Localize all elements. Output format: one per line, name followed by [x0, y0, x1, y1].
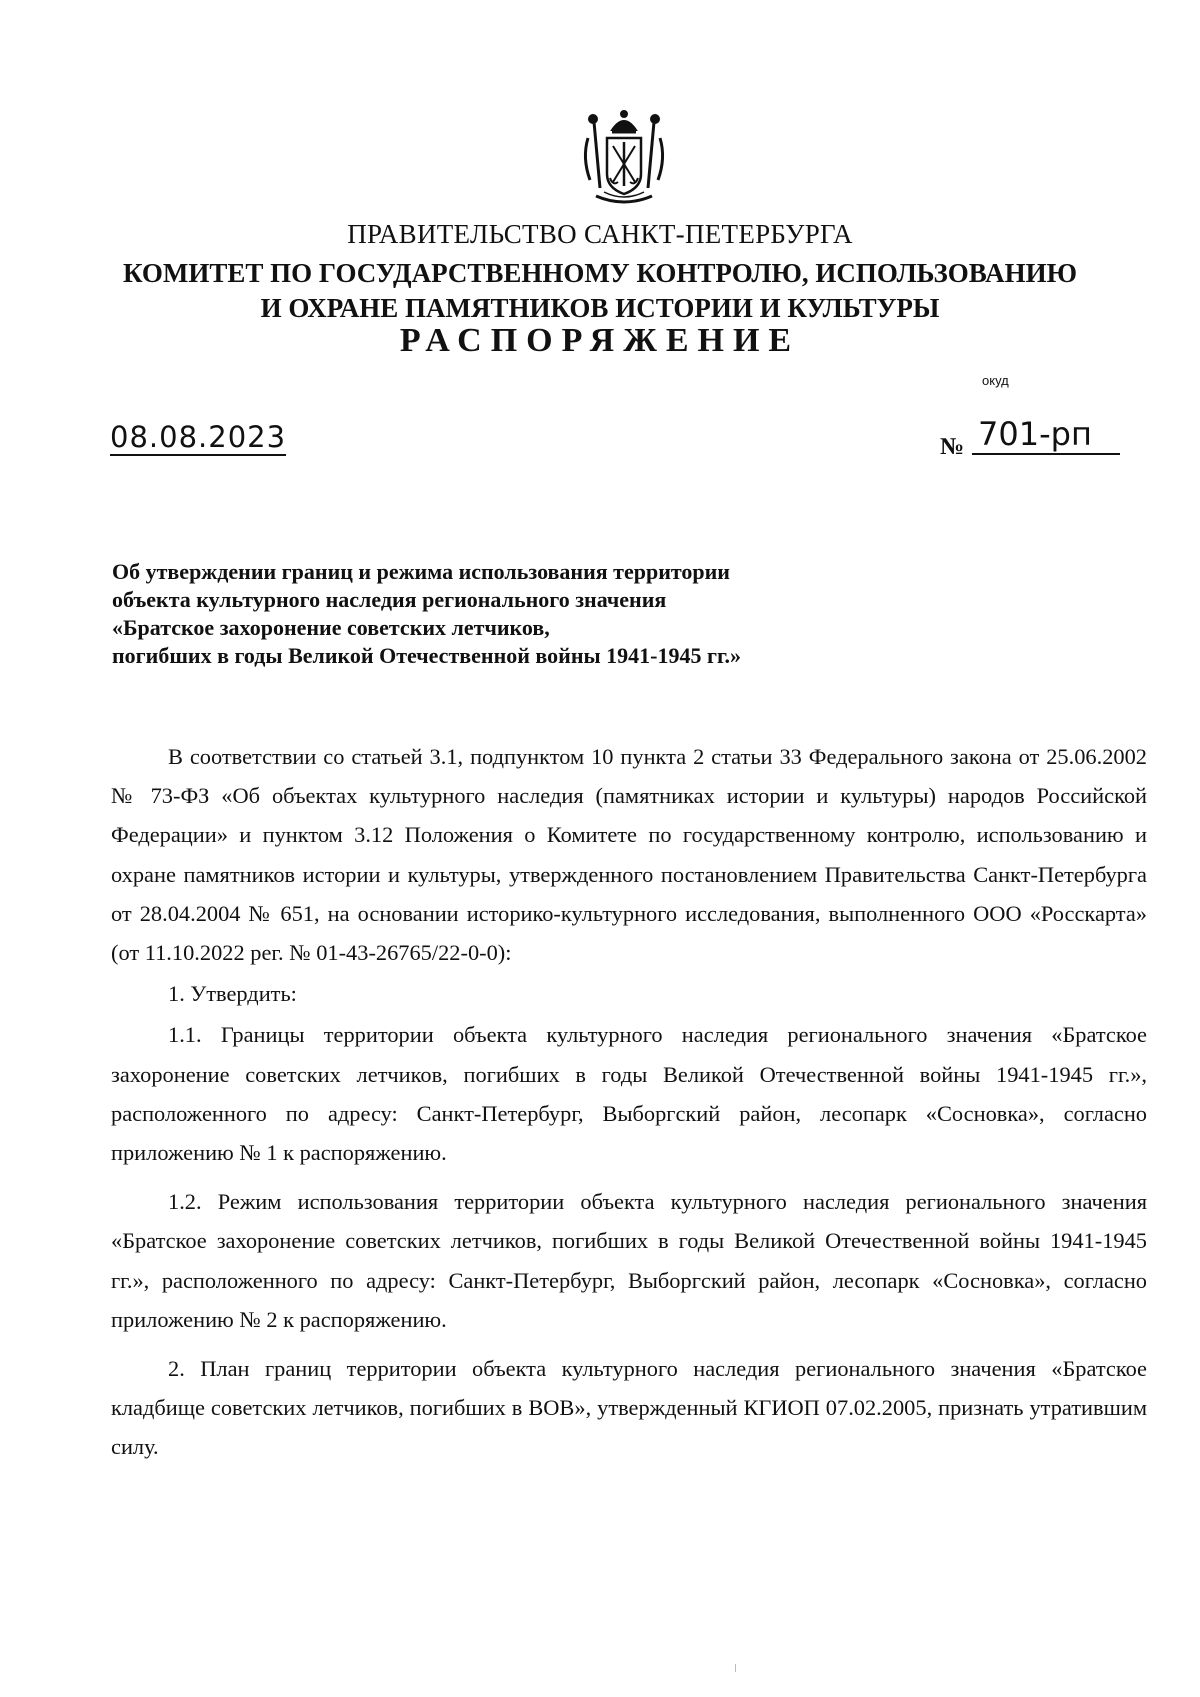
document-type: РАСПОРЯЖЕНИЕ — [399, 322, 801, 359]
preamble-paragraph: В соответствии со статьей 3.1, подпунктом 10 пункта 2 статьи 33 Федерального закона от 25.06.2002 № 73-ФЗ «Об объектах культурного наследия (памятниках истории и культуры) народов Российской Федерации» и пунктом 3.12 Положения о Комитете по государственному контролю, использованию и охране памятников истории и культуры, утвержденного постановлением Правительства Санкт-Петербурга от 28.04.2004 № 651, на основании историко-культурного исследования, выполненного ООО «Росскарта» (от 11.10.2022 рег. № 01-43-26765/22-0-0): — [111, 744, 1147, 966]
title-line: Об утверждении границ и режима использования территории — [112, 559, 730, 584]
document-number-label: № — [940, 434, 965, 460]
committee-name-line-2: И ОХРАНЕ ПАМЯТНИКОВ ИСТОРИИ И КУЛЬТУРЫ — [260, 293, 940, 323]
scan-mark — [735, 1664, 736, 1672]
title-line: погибших в годы Великой Отечественной войны 1941-1945 гг.» — [112, 643, 742, 668]
document-body — [111, 737, 1147, 1477]
item-1-2-paragraph: 1.2. Режим использования территории объекта культурного наследия регионального значения «Братское захоронение советских летчиков, погибших в годы Великой Отечественной войны 1941-1945 гг.», расположенного по адресу: Санкт-Петербург, Выборгский район, лесопарк «Сосновка», согласно приложению № 2 к распоряжению. — [111, 1189, 1147, 1332]
document-number: 701-рп — [972, 415, 1120, 455]
document-title — [112, 558, 741, 670]
item-1-paragraph: 1. Утвердить: — [168, 981, 297, 1007]
committee-name-line-1: КОМИТЕТ ПО ГОСУДАРСТВЕННОМУ КОНТРОЛЮ, ИСПОЛЬЗОВАНИЮ — [123, 258, 1077, 288]
committee-name — [0, 256, 1200, 326]
okud-label: окуд — [982, 373, 1009, 388]
government-name: ПРАВИТЕЛЬСТВО САНКТ-ПЕТЕРБУРГА — [347, 219, 853, 249]
spb-coat-of-arms-icon — [574, 108, 674, 210]
title-line: объекта культурного наследия регионального значения — [112, 587, 667, 612]
item-1-1-paragraph: 1.1. Границы территории объекта культурного наследия регионального значения «Братское захоронение советских летчиков, погибших в годы Великой Отечественной войны 1941-1945 гг.», расположенного по адресу: Санкт-Петербург, Выборгский район, лесопарк «Сосновка», согласно приложению № 1 к распоряжению. — [111, 1022, 1147, 1166]
document-date: 08.08.2023 — [110, 420, 287, 454]
title-line: «Братское захоронение советских летчиков, — [112, 615, 550, 640]
item-2-paragraph: 2. План границ территории объекта культурного наследия регионального значения «Братское кладбище советских летчиков, погибших в ВОВ», утвержденный КГИОП 07.02.2005, признать утратившим силу. — [111, 1356, 1147, 1460]
